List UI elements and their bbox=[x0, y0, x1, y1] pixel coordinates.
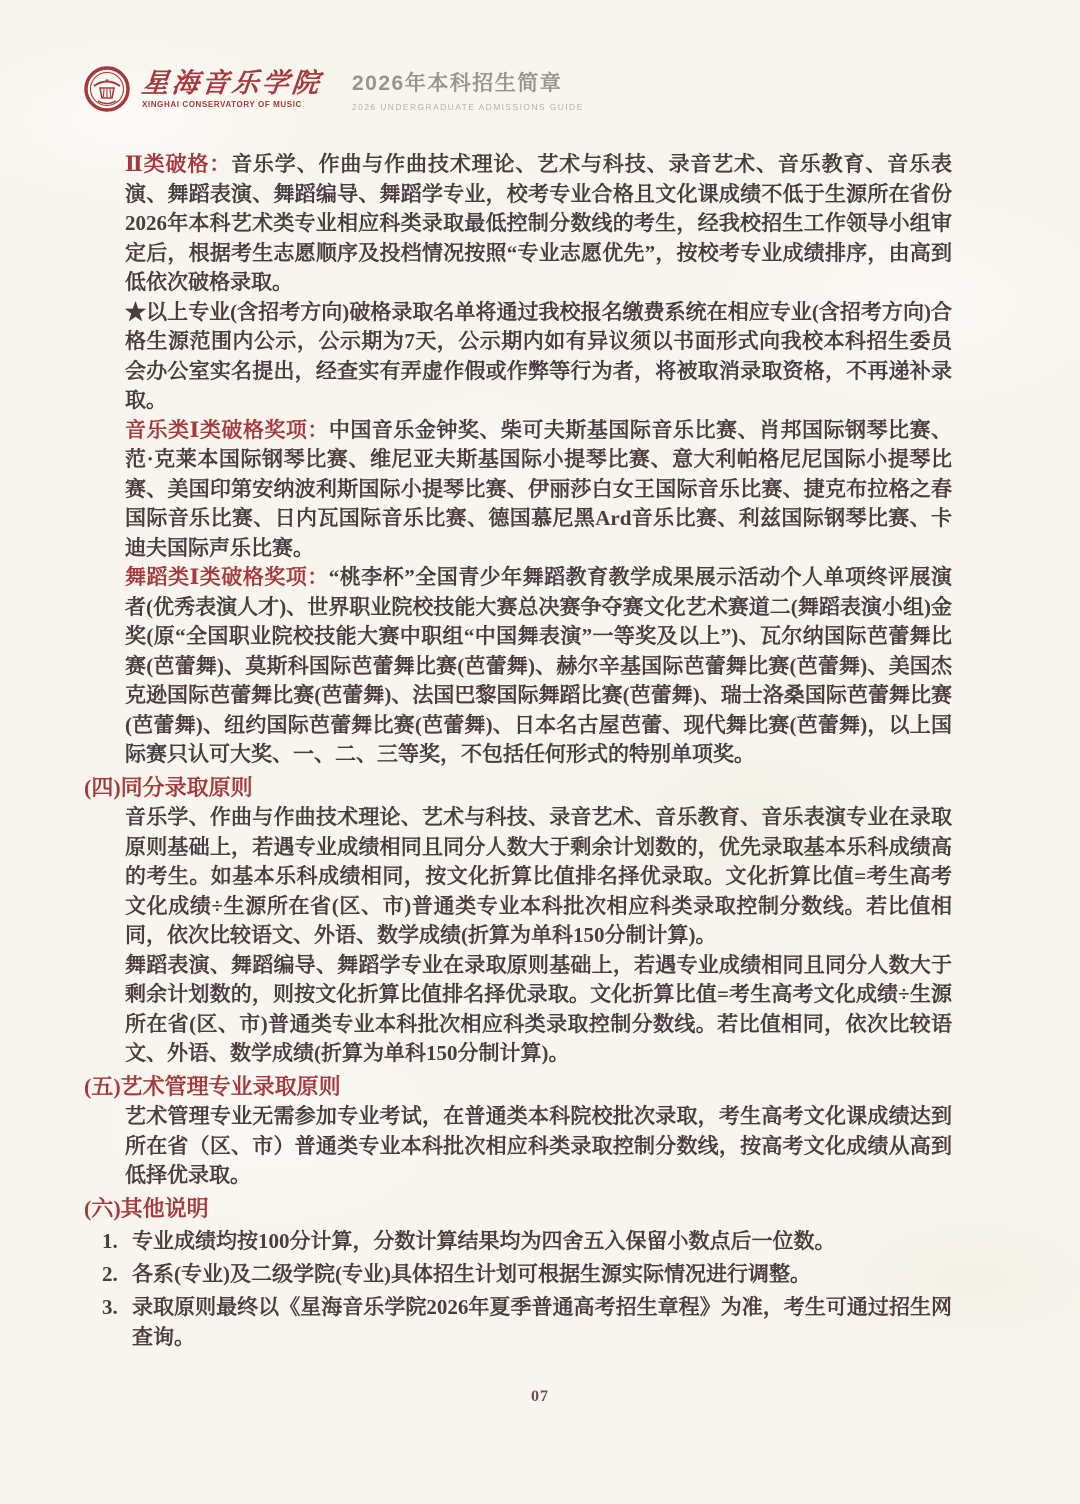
school-seal-icon bbox=[84, 66, 130, 112]
list-item-number: 1. bbox=[102, 1229, 118, 1253]
doc-subtitle: 2026 UNDERGRADUATE ADMISSIONS GUIDE bbox=[352, 101, 584, 112]
page-number: 07 bbox=[531, 1388, 549, 1405]
para-type2-exception-label: Ⅱ类破格： bbox=[125, 152, 232, 176]
para-music-awards-label: 音乐类Ⅰ类破格奖项： bbox=[125, 417, 329, 442]
list-item bbox=[102, 1226, 952, 1256]
para-publicity-note-text: ★以上专业(含招考方向)破格录取名单将通过我校报名缴费系统在相应专业(含招考方向)合格生源范围内公示，公示期为7天，公示期内如有异议须以书面形式向我校本科招生委员会办公室实名提出，经查实有弄虚作假或作弊等行为者，将被取消录取资格，不再递补录取。 bbox=[125, 299, 952, 412]
list-item-text: 各系(专业)及二级学院(专业)具体招生计划可根据生源实际情况进行调整。 bbox=[132, 1262, 811, 1286]
heading-same-score-principle: (四)同分录取原则 bbox=[84, 774, 253, 800]
doc-title-block bbox=[352, 67, 584, 112]
para-same-score-music-text: 音乐学、作曲与作曲技术理论、艺术与科技、录音艺术、音乐教育、音乐表演专业在录取原则基础上，若遇专业成绩相同且同分人数大于剩余计划数的，优先录取基本乐科成绩高的考生。如基本乐科成绩相同，按文化折算比值排名择优录取。文化折算比值=考生高考文化成绩÷生源所在省(区、市)普通类专业本科批次相应科类录取控制分数线。若比值相同，依次比较语文、外语、数学成绩(折算为单科150分制计算)。 bbox=[125, 805, 952, 947]
para-dance-awards-text: “桃李杯”全国青少年舞蹈教育教学成果展示活动个人单项终评展演者(优秀表演人才)、世界职业院校技能大赛总决赛争夺赛文化艺术赛道二(舞蹈表演小组)金奖(原“全国职业院校技能大赛中职组“中国舞表演”一等奖及以上”)、瓦尔纳国际芭蕾舞比赛(芭蕾舞)、莫斯科国际芭蕾舞比赛(芭蕾舞)、赫尔辛基国际芭蕾舞比赛(芭蕾舞)、美国杰克逊国际芭蕾舞比赛(芭蕾舞)、法国巴黎国际舞蹈比赛(芭蕾舞)、瑞士洛桑国际芭蕾舞比赛(芭蕾舞)、纽约国际芭蕾舞比赛(芭蕾舞)、日本名古屋芭蕾、现代舞比赛(芭蕾舞)，以上国际赛只认可大奖、一、二、三等奖，不包括任何形式的特别单项奖。 bbox=[125, 565, 953, 766]
document-content bbox=[84, 150, 952, 1352]
para-publicity-note bbox=[125, 298, 952, 416]
list-item-text: 录取原则最终以《星海音乐学院2026年夏季普通高考招生章程》为准，考生可通过招生网查询。 bbox=[132, 1295, 952, 1349]
para-art-management bbox=[125, 1102, 952, 1191]
heading-art-management-principle: (五)艺术管理专业录取原则 bbox=[84, 1073, 341, 1099]
heading-other-notes: (六)其他说明 bbox=[84, 1195, 209, 1221]
school-name-cn: 星海音乐学院 bbox=[140, 68, 324, 98]
para-art-management-text: 艺术管理专业无需参加专业考试，在普通类本科院校批次录取，考生高考文化课成绩达到所在省（区、市）普通类专业本科批次相应科类录取控制分数线，按高考文化成绩从高到低择优录取。 bbox=[125, 1104, 952, 1187]
para-music-awards-text: 中国音乐金钟奖、柴可夫斯基国际音乐比赛、肖邦国际钢琴比赛、范·克莱本国际钢琴比赛、维尼亚夫斯基国际小提琴比赛、意大利帕格尼尼国际小提琴比赛、美国印第安纳波利斯国际小提琴比赛、伊丽莎白女王国际音乐比赛、捷克布拉格之春国际音乐比赛、日内瓦国际音乐比赛、德国慕尼黑Ard音乐比赛、利兹国际钢琴比赛、卡迪夫国际声乐比赛。 bbox=[125, 417, 952, 560]
list-item-number: 2. bbox=[102, 1262, 118, 1286]
para-dance-awards-label: 舞蹈类Ⅰ类破格奖项： bbox=[125, 565, 329, 589]
list-item bbox=[102, 1259, 952, 1289]
para-same-score-dance bbox=[125, 951, 952, 1069]
school-name-en: XINGHAI CONSERVATORY OF MUSIC bbox=[142, 100, 302, 109]
para-dance-awards bbox=[125, 563, 952, 770]
para-type2-exception bbox=[125, 150, 952, 298]
para-same-score-dance-text: 舞蹈表演、舞蹈编导、舞蹈学专业在录取原则基础上，若遇专业成绩相同且同分人数大于剩余计划数的，则按文化折算比值排名择优录取。文化折算比值=考生高考文化成绩÷生源所在省(区、市)普通类专业本科批次相应科类录取控制分数线。若比值相同，依次比较语文、外语、数学成绩(折算为单科150分制计算)。 bbox=[125, 952, 952, 1065]
list-item bbox=[102, 1292, 952, 1352]
para-music-awards bbox=[125, 416, 952, 564]
list-item-number: 3. bbox=[102, 1295, 118, 1319]
page-header bbox=[84, 66, 584, 112]
school-brand bbox=[142, 69, 322, 109]
para-type2-exception-text: 音乐学、作曲与作曲技术理论、艺术与科技、录音艺术、音乐教育、音乐表演、舞蹈表演、舞蹈编导、舞蹈学专业，校考专业合格且文化课成绩不低于生源所在省份2026年本科艺术类专业相应科类录取最低控制分数线的考生，经我校招生工作领导小组审定后，根据考生志愿顺序及投档情况按照“专业志愿优先”，按校考专业成绩排序，由高到低依次破格录取。 bbox=[125, 152, 952, 294]
other-notes-list bbox=[102, 1226, 952, 1352]
list-item-text: 专业成绩均按100分计算，分数计算结果均为四舍五入保留小数点后一位数。 bbox=[132, 1229, 836, 1253]
doc-title: 2026年本科招生简章 bbox=[352, 71, 563, 95]
para-same-score-music bbox=[125, 803, 952, 951]
